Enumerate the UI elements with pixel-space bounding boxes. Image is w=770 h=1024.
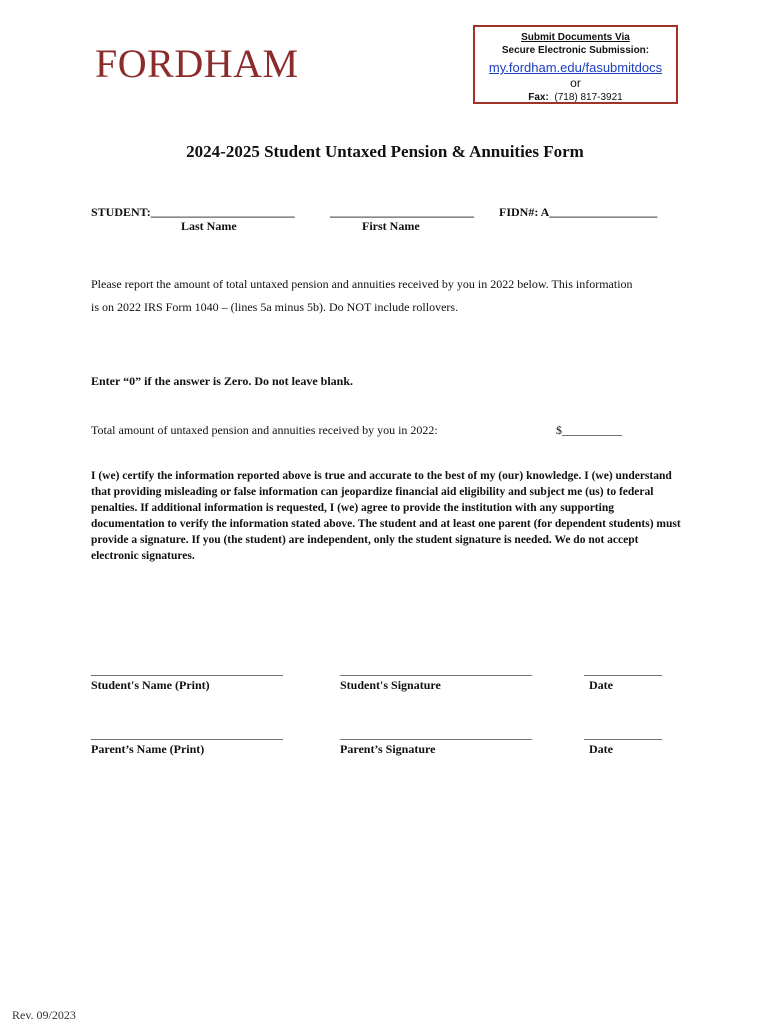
student-date-line[interactable]: _____________: [584, 663, 662, 677]
submit-docs-link[interactable]: my.fordham.edu/fasubmitdocs: [488, 60, 663, 75]
student-name-line[interactable]: ________________________________: [91, 663, 283, 677]
certification-text: I (we) certify the information reported above is true and accurate to the best of my (our) knowledge. I (we) understand that providing misleading or false information can jeopardize financial aid eligibility and subject me (us) to federal penalties. If additional information is requested, I (we) agree to provide the institution with any supporting documentation to verify the information stated above. The student and at least one parent (for dependent students) must provide a signature. If you (the student) are independent, only the student signature is needed. We do not accept electronic signatures.: [91, 470, 681, 562]
student-last-name-field[interactable]: STUDENT:________________________: [91, 205, 295, 219]
submit-heading: Submit Documents Via: [521, 32, 630, 43]
student-signature-caption: Student's Signature: [340, 678, 441, 692]
amount-label: Total amount of untaxed pension and annuities received by you in 2022:: [91, 423, 438, 437]
student-signature-line[interactable]: ________________________________: [340, 663, 532, 677]
revision-date: Rev. 09/2023: [12, 1008, 76, 1022]
instructions-line-2: is on 2022 IRS Form 1040 – (lines 5a minus 5b). Do NOT include rollovers.: [91, 300, 459, 314]
student-date-caption: Date: [589, 678, 613, 692]
student-name-caption: Student's Name (Print): [91, 678, 210, 692]
parent-name-caption: Parent’s Name (Print): [91, 742, 205, 756]
amount-input[interactable]: $__________: [556, 423, 622, 437]
fidn-field[interactable]: FIDN#: A__________________: [499, 205, 658, 219]
fordham-logo: FORDHAM: [95, 41, 299, 86]
or-text: or: [570, 76, 581, 90]
instructions-line-1: Please report the amount of total untaxed pension and annuities received by you in 2022 below. This information: [91, 277, 633, 291]
student-first-name-field[interactable]: ________________________: [330, 205, 474, 219]
fax-label: Fax:: [528, 92, 549, 103]
zero-note: Enter “0” if the answer is Zero. Do not leave blank.: [91, 374, 354, 388]
fax-number: (718) 817-3921: [554, 92, 623, 103]
first-name-caption: First Name: [362, 219, 420, 233]
submit-documents-box: [473, 25, 678, 104]
parent-signature-line[interactable]: ________________________________: [340, 727, 532, 741]
submit-method: Secure Electronic Submission:: [501, 45, 650, 56]
fax-line: [475, 92, 676, 103]
parent-name-line[interactable]: ________________________________: [91, 727, 283, 741]
form-title: 2024-2025 Student Untaxed Pension & Annuities Form: [186, 142, 584, 161]
parent-date-caption: Date: [589, 742, 613, 756]
parent-date-line[interactable]: _____________: [584, 727, 662, 741]
parent-signature-caption: Parent’s Signature: [340, 742, 436, 756]
last-name-caption: Last Name: [181, 219, 237, 233]
